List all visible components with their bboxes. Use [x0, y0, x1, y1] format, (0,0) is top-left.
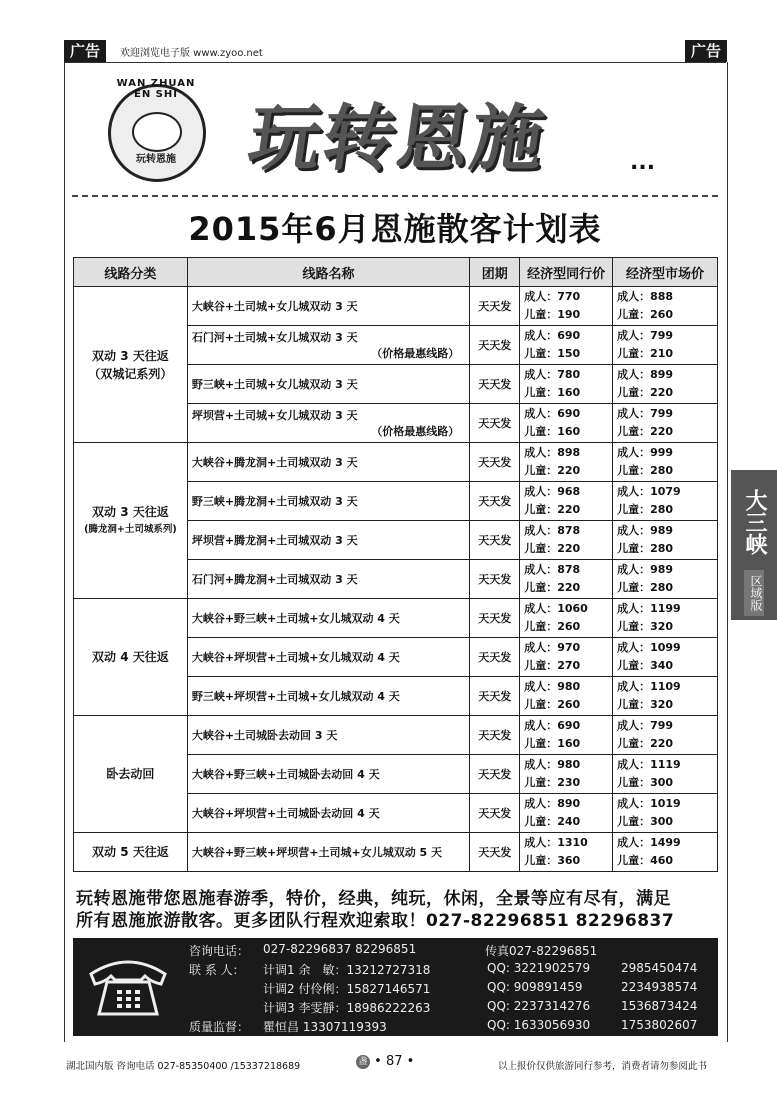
- peer-price-cell: [520, 482, 613, 521]
- child-price: 儿童：150: [524, 347, 581, 360]
- child-price: 儿童：190: [524, 308, 581, 321]
- market-price-cell: [613, 365, 718, 404]
- footer-page: [356, 1054, 414, 1069]
- adult-price: 成人：878: [524, 563, 581, 576]
- peer-price-cell: [520, 755, 613, 794]
- adult-price: 成人：898: [524, 446, 581, 459]
- contact-qq-1: QQ: 3221902579: [487, 961, 591, 975]
- adult-price: 成人：799: [617, 719, 674, 732]
- market-price-cell: [613, 638, 718, 677]
- adult-price: 成人：690: [524, 329, 581, 342]
- adult-price: 成人：799: [617, 407, 674, 420]
- footer-edition: 湖北国内版 咨询电话 027-85350400 /15337218689: [66, 1061, 301, 1072]
- ad-label-right: 广告: [685, 40, 727, 62]
- adult-price: 成人：1060: [524, 602, 588, 615]
- peer-price-cell: [520, 638, 613, 677]
- route-category: [74, 833, 188, 872]
- schedule-cell: 天天发: [470, 833, 520, 872]
- route-name: 石门河+腾龙洞+土司城双动 3 天: [191, 573, 358, 586]
- child-price: 儿童：360: [524, 854, 581, 867]
- adult-price: 成人：770: [524, 290, 581, 303]
- child-price: 儿童：160: [524, 386, 581, 399]
- region-side-tab: [731, 470, 777, 620]
- route-name: 坪坝营+腾龙洞+土司城双动 3 天: [191, 534, 358, 547]
- contact-qq-2: QQ: 909891459: [487, 980, 583, 994]
- route-name: 大峡谷+野三峡+土司城卧去动回 4 天: [191, 768, 380, 781]
- header-url: 欢迎浏览电子版 www.zyoo.net: [120, 48, 263, 59]
- brand-wordmark: 玩转恩施: [243, 96, 552, 180]
- schedule-cell: 天天发: [470, 404, 520, 443]
- adult-price: 成人：888: [617, 290, 674, 303]
- schedule-cell: 天天发: [470, 599, 520, 638]
- category-label: 双动 3 天往返: [92, 348, 169, 363]
- child-price: 儿童：160: [524, 737, 581, 750]
- contact-label: 联 系 人：: [189, 963, 245, 977]
- supervise-label: 质量监督：: [189, 1020, 250, 1034]
- peer-price-cell: [520, 716, 613, 755]
- side-tab-title: 大三峡: [742, 489, 767, 555]
- fax-number: 传真027-82296851: [485, 944, 598, 958]
- col-header-category: 线路分类: [74, 258, 188, 287]
- child-price: 儿童：260: [524, 620, 581, 633]
- side-tab-subtitle: 区域版: [744, 570, 764, 616]
- supervise-qq-b: 1753802607: [621, 1018, 698, 1032]
- peer-price-cell: [520, 560, 613, 599]
- adult-price: 成人：1199: [617, 602, 681, 615]
- route-name-cell: [187, 326, 469, 365]
- route-category: [74, 599, 188, 716]
- child-price: 儿童：240: [524, 815, 581, 828]
- route-name-cell: [187, 755, 469, 794]
- category-label: 双动 3 天往返: [92, 504, 169, 519]
- child-price: 儿童：270: [524, 659, 581, 672]
- adult-price: 成人：1019: [617, 797, 681, 810]
- contact-person-3: 计调3 李雯靜：18986222263: [263, 1001, 431, 1015]
- market-price-cell: [613, 482, 718, 521]
- schedule-table: [73, 257, 718, 872]
- contact-qq-3b: 1536873424: [621, 999, 698, 1013]
- route-name-cell: [187, 794, 469, 833]
- table-row: [74, 833, 718, 872]
- schedule-cell: 天天发: [470, 716, 520, 755]
- adult-price: 成人：1119: [617, 758, 681, 771]
- adult-price: 成人：780: [524, 368, 581, 381]
- contact-person-1: 计调1 余 敏：13212727318: [263, 963, 431, 977]
- adult-price: 成人：980: [524, 758, 581, 771]
- consult-label: 咨询电话：: [189, 944, 250, 958]
- adult-price: 成人：970: [524, 641, 581, 654]
- peer-price-cell: [520, 326, 613, 365]
- promo-line-1: 玩转恩施带您恩施春游季，特价，经典，纯玩，休闲，全景等应有尽有，满足: [76, 889, 671, 909]
- market-price-cell: [613, 287, 718, 326]
- child-price: 儿童：260: [524, 698, 581, 711]
- route-name: 野三峡+土司城+女儿城双动 3 天: [191, 378, 358, 391]
- peer-price-cell: [520, 404, 613, 443]
- page-title: 2015年6月恩施散客计划表: [188, 210, 602, 248]
- schedule-cell: 天天发: [470, 443, 520, 482]
- market-price-cell: [613, 599, 718, 638]
- adult-price: 成人：1499: [617, 836, 681, 849]
- footer-disclaimer: 以上报价仅供旅游同行参考，消费者请勿参阅此书: [498, 1061, 708, 1072]
- peer-price-cell: [520, 833, 613, 872]
- supervise-contact: 瞿恒昌 13307119393: [263, 1020, 387, 1034]
- promo-text: [76, 888, 716, 932]
- schedule-cell: 天天发: [470, 794, 520, 833]
- route-name: 大峡谷+腾龙洞+土司城双动 3 天: [191, 456, 358, 469]
- contact-qq-3: QQ: 2237314276: [487, 999, 591, 1013]
- route-name: 大峡谷+野三峡+坪坝营+土司城+女儿城双动 5 天: [191, 846, 443, 859]
- route-name: 大峡谷+野三峡+土司城+女儿城双动 4 天: [191, 612, 400, 625]
- peer-price-cell: [520, 599, 613, 638]
- schedule-cell: 天天发: [470, 677, 520, 716]
- table-row: [74, 443, 718, 482]
- route-note: （价格最惠线路）: [371, 347, 460, 360]
- category-sublabel: （双城记系列）: [88, 366, 173, 381]
- dashed-divider: [72, 195, 718, 197]
- market-price-cell: [613, 404, 718, 443]
- adult-price: 成人：1079: [617, 485, 681, 498]
- table-row: [74, 599, 718, 638]
- child-price: 儿童：280: [617, 464, 674, 477]
- schedule-cell: 天天发: [470, 521, 520, 560]
- route-name: 野三峡+腾龙洞+土司城双动 3 天: [191, 495, 358, 508]
- schedule-cell: 天天发: [470, 482, 520, 521]
- market-price-cell: [613, 677, 718, 716]
- route-name-cell: [187, 482, 469, 521]
- child-price: 儿童：320: [617, 698, 674, 711]
- child-price: 儿童：300: [617, 776, 674, 789]
- adult-price: 成人：878: [524, 524, 581, 537]
- contact-qq-1b: 2985450474: [621, 961, 698, 975]
- consult-phone: 027-82296837 82296851: [263, 942, 417, 956]
- adult-price: 成人：799: [617, 329, 674, 342]
- logo-ring-text: WAN ZHUAN EN SHI: [116, 78, 196, 100]
- route-name: 石门河+土司城+女儿城双动 3 天: [191, 331, 358, 344]
- category-label: 双动 4 天往返: [92, 650, 169, 664]
- promo-line-2: 所有恩施旅游散客。更多团队行程欢迎索取！027-82296851 82296837: [76, 911, 675, 931]
- brand-dots: ...: [630, 150, 656, 175]
- route-name: 大峡谷+坪坝营+土司城+女儿城双动 4 天: [191, 651, 400, 664]
- schedule-cell: 天天发: [470, 755, 520, 794]
- route-category: [74, 443, 188, 599]
- child-price: 儿童：320: [617, 620, 674, 633]
- contact-box: [73, 938, 718, 1036]
- category-label: 双动 5 天往返: [92, 845, 169, 859]
- adult-price: 成人：1109: [617, 680, 681, 693]
- market-price-cell: [613, 716, 718, 755]
- route-name-cell: [187, 287, 469, 326]
- market-price-cell: [613, 443, 718, 482]
- route-name-cell: [187, 521, 469, 560]
- market-price-cell: [613, 833, 718, 872]
- supervise-qq: QQ: 1633056930: [487, 1018, 591, 1032]
- col-header-schedule: 团期: [470, 258, 520, 287]
- route-name: 大峡谷+土司城卧去动回 3 天: [191, 729, 338, 742]
- market-price-cell: [613, 326, 718, 365]
- market-price-cell: [613, 560, 718, 599]
- child-price: 儿童：280: [617, 581, 674, 594]
- telephone-icon: [83, 952, 173, 1022]
- route-name-cell: [187, 677, 469, 716]
- route-category: [74, 287, 188, 443]
- schedule-cell: 天天发: [470, 560, 520, 599]
- route-name-cell: [187, 560, 469, 599]
- category-label: 卧去动回: [106, 767, 155, 781]
- adult-price: 成人：890: [524, 797, 581, 810]
- category-sublabel: (腾龙洞+土司城系列): [84, 523, 177, 535]
- adult-price: 成人：989: [617, 524, 674, 537]
- child-price: 儿童：220: [617, 425, 674, 438]
- schedule-cell: 天天发: [470, 287, 520, 326]
- route-name: 野三峡+坪坝营+土司城+女儿城双动 4 天: [191, 690, 400, 703]
- route-note: （价格最惠线路）: [371, 425, 460, 438]
- child-price: 儿童：220: [524, 542, 581, 555]
- smiley-face-icon: [132, 112, 182, 152]
- route-name-cell: [187, 833, 469, 872]
- col-header-peer-price: 经济型同行价: [520, 258, 613, 287]
- market-price-cell: [613, 794, 718, 833]
- page-number: • 87 •: [374, 1054, 415, 1069]
- logo-small-text: 玩转恩施: [136, 154, 176, 165]
- footer-badge-icon: 盏: [356, 1055, 370, 1069]
- market-price-cell: [613, 755, 718, 794]
- child-price: 儿童：460: [617, 854, 674, 867]
- route-category: [74, 716, 188, 833]
- adult-price: 成人：999: [617, 446, 674, 459]
- schedule-cell: 天天发: [470, 326, 520, 365]
- ad-label-left: 广告: [64, 40, 106, 62]
- route-name: 大峡谷+坪坝营+土司城卧去动回 4 天: [191, 807, 380, 820]
- child-price: 儿童：220: [524, 581, 581, 594]
- table-header-row: [74, 258, 718, 287]
- schedule-cell: 天天发: [470, 365, 520, 404]
- route-name-cell: [187, 716, 469, 755]
- route-name-cell: [187, 404, 469, 443]
- adult-price: 成人：1099: [617, 641, 681, 654]
- child-price: 儿童：260: [617, 308, 674, 321]
- route-name: 坪坝营+土司城+女儿城双动 3 天: [191, 409, 358, 422]
- child-price: 儿童：210: [617, 347, 674, 360]
- contact-person-2: 计调2 付伶俐：15827146571: [263, 982, 431, 996]
- peer-price-cell: [520, 365, 613, 404]
- adult-price: 成人：899: [617, 368, 674, 381]
- peer-price-cell: [520, 521, 613, 560]
- market-price-cell: [613, 521, 718, 560]
- col-header-route: 线路名称: [187, 258, 469, 287]
- table-row: [74, 287, 718, 326]
- route-name-cell: [187, 599, 469, 638]
- child-price: 儿童：230: [524, 776, 581, 789]
- child-price: 儿童：220: [617, 737, 674, 750]
- table-row: [74, 716, 718, 755]
- child-price: 儿童：340: [617, 659, 674, 672]
- adult-price: 成人：989: [617, 563, 674, 576]
- peer-price-cell: [520, 677, 613, 716]
- peer-price-cell: [520, 794, 613, 833]
- peer-price-cell: [520, 443, 613, 482]
- child-price: 儿童：220: [524, 503, 581, 516]
- adult-price: 成人：968: [524, 485, 581, 498]
- child-price: 儿童：220: [524, 464, 581, 477]
- child-price: 儿童：220: [617, 386, 674, 399]
- child-price: 儿童：280: [617, 503, 674, 516]
- child-price: 儿童：300: [617, 815, 674, 828]
- route-name-cell: [187, 443, 469, 482]
- child-price: 儿童：280: [617, 542, 674, 555]
- adult-price: 成人：1310: [524, 836, 588, 849]
- contact-qq-2b: 2234938574: [621, 980, 698, 994]
- col-header-market-price: 经济型市场价: [613, 258, 718, 287]
- route-name-cell: [187, 638, 469, 677]
- adult-price: 成人：690: [524, 407, 581, 420]
- child-price: 儿童：160: [524, 425, 581, 438]
- route-name-cell: [187, 365, 469, 404]
- peer-price-cell: [520, 287, 613, 326]
- schedule-cell: 天天发: [470, 638, 520, 677]
- adult-price: 成人：690: [524, 719, 581, 732]
- adult-price: 成人：980: [524, 680, 581, 693]
- route-name: 大峡谷+土司城+女儿城双动 3 天: [191, 300, 358, 313]
